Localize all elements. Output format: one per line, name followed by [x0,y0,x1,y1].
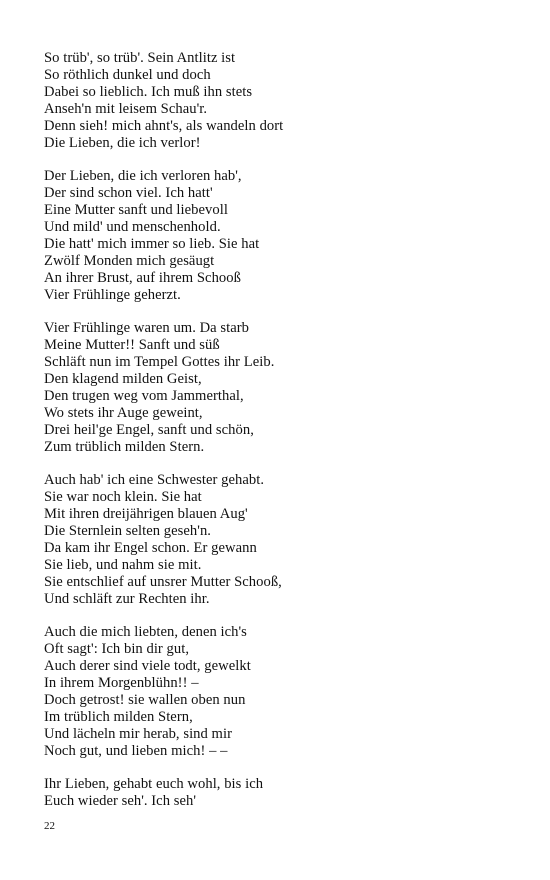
poem-line: Die hatt' mich immer so lieb. Sie hat [44,236,260,252]
poem-text [44,50,514,826]
poem-line: Da kam ihr Engel schon. Er gewann [44,540,257,556]
poem-line: Auch hab' ich eine Schwester gehabt. [44,472,265,488]
poem-line: Der Lieben, die ich verloren hab', [44,168,242,184]
stanza [44,472,514,608]
poem-line: Eine Mutter sanft und liebevoll [44,202,228,218]
poem-line: So trüb', so trüb'. Sein Antlitz ist [44,50,236,66]
poem-line: Die Lieben, die ich verlor! [44,135,201,151]
poem-line: Vier Frühlinge geherzt. [44,287,181,303]
poem-line: Und schläft zur Rechten ihr. [44,591,210,607]
poem-line: Dabei so lieblich. Ich muß ihn stets [44,84,253,100]
poem-line: Schläft nun im Tempel Gottes ihr Leib. [44,354,275,370]
poem-line: Drei heil'ge Engel, sanft und schön, [44,422,254,438]
poem-line: Und lächeln mir herab, sind mir [44,726,232,742]
poem-line: Den trugen weg vom Jammerthal, [44,388,244,404]
poem-line: Wo stets ihr Auge geweint, [44,405,203,421]
stanza [44,50,514,152]
poem-line: Auch derer sind viele todt, gewelkt [44,658,251,674]
poem-line: Zwölf Monden mich gesäugt [44,253,215,269]
stanza [44,168,514,304]
poem-line: Mit ihren dreijährigen blauen Aug' [44,506,248,522]
poem-line: Die Sternlein selten geseh'n. [44,523,211,539]
poem-line: Auch die mich liebten, denen ich's [44,624,247,640]
poem-line: Noch gut, und lieben mich! – – [44,743,228,759]
poem-line: Und mild' und menschenhold. [44,219,221,235]
poem-line: Anseh'n mit leisem Schau'r. [44,101,208,117]
poem-line: Zum trüblich milden Stern. [44,439,205,455]
poem-line: Oft sagt': Ich bin dir gut, [44,641,190,657]
poem-line: Sie lieb, und nahm sie mit. [44,557,202,573]
page-number: 22 [44,820,55,832]
poem-line: Im trüblich milden Stern, [44,709,193,725]
poem-line: Ihr Lieben, gehabt euch wohl, bis ich [44,776,264,792]
poem-line: Sie war noch klein. Sie hat [44,489,202,505]
poem-line: Sie entschlief auf unsrer Mutter Schooß, [44,574,282,590]
poem-line: Den klagend milden Geist, [44,371,202,387]
poem-line: Euch wieder seh'. Ich seh' [44,793,197,809]
poem-line: Vier Frühlinge waren um. Da starb [44,320,250,336]
poem-line: An ihrer Brust, auf ihrem Schooß [44,270,241,286]
poem-line: In ihrem Morgenblühn!! – [44,675,199,691]
poem-line: Meine Mutter!! Sanft und süß [44,337,220,353]
poem-line: So röthlich dunkel und doch [44,67,211,83]
poem-line: Doch getrost! sie wallen oben nun [44,692,246,708]
stanza [44,776,514,810]
poem-line: Denn sieh! mich ahnt's, als wandeln dort [44,118,284,134]
stanza [44,624,514,760]
poem-line: Der sind schon viel. Ich hatt' [44,185,213,201]
stanza [44,320,514,456]
